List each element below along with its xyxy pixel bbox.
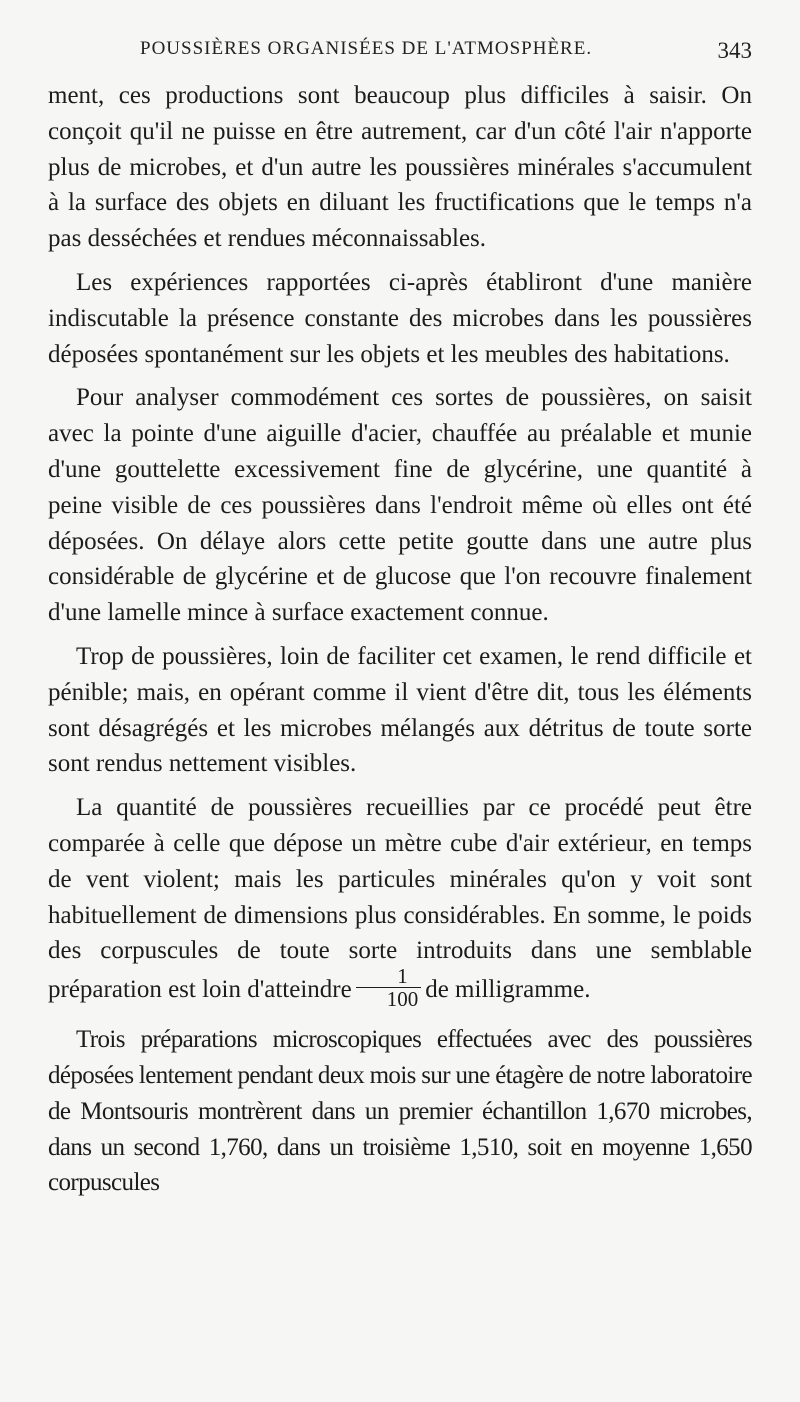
fraction-denominator: 100	[386, 987, 419, 1012]
fraction	[356, 965, 422, 1010]
paragraph-5	[48, 790, 752, 1014]
paragraph-5-text-after: de milligramme.	[425, 976, 591, 1004]
paragraph-1: ment, ces productions sont beaucoup plus difficiles à saisir. On conçoit qu'il ne puisse en être autrement, car d'un côté l'air n'apporte plus de microbes, et d'un autre les poussières minérales s'accumulent à la surface des objets en diluant les fructifications que le temps n'a pas desséchées et rendues méconnaissables.	[48, 82, 752, 253]
paragraph-4: Trop de poussières, loin de faciliter cet examen, le rend difficile et pénible; mais, en opérant comme il vient d'être dit, tous les éléments sont désagrégés et les microbes mélangés aux détritus de toute sorte sont rendus nettement visibles.	[48, 642, 752, 778]
paragraph-5-text-before: La quantité de poussières recueillies par ce procédé peut être comparée à celle que dépose un mètre cube d'air extérieur, en temps de vent violent; mais les particules minérales qu'on y voit sont habituellement de dimensions plus considérables. En somme, le poids des corpuscules de toute sorte introduits dans une semblable préparation est loin d'atteindre	[48, 794, 752, 1004]
page-header	[140, 38, 752, 70]
page-number: 343	[717, 38, 752, 63]
paragraph-2: Les expériences rapportées ci-après établiront d'une manière indiscutable la présence constante des microbes dans les poussières déposées spontanément sur les objets et les meubles des habitations.	[48, 268, 752, 368]
paragraph-3: Pour analyser commodément ces sortes de poussières, on saisit avec la pointe d'une aiguille d'acier, chauffée au préalable et munie d'une gouttelette excessivement fine de glycérine, une quantité à peine visible de ces poussières dans l'endroit même où elles ont été déposées. On délaye alors cette petite goutte dans une autre plus considérable de glycérine et de glucose que l'on recouvre finalement d'une lamelle mince à surface exactement connue.	[48, 384, 752, 627]
paragraph-6: Trois préparations microscopiques effectuées avec des poussières déposées lentement pendant deux mois sur une étagère de notre laboratoire de Montsouris montrèrent dans un premier échantillon 1,670 microbes, dans un second 1,760, dans un troisième 1,510, soit en moyenne 1,650 corpuscules	[48, 1026, 752, 1197]
body-text	[48, 78, 752, 1209]
running-title: POUSSIÈRES ORGANISÉES DE L'ATMOSPHÈRE.	[140, 38, 593, 59]
fraction-numerator: 1	[356, 965, 422, 988]
